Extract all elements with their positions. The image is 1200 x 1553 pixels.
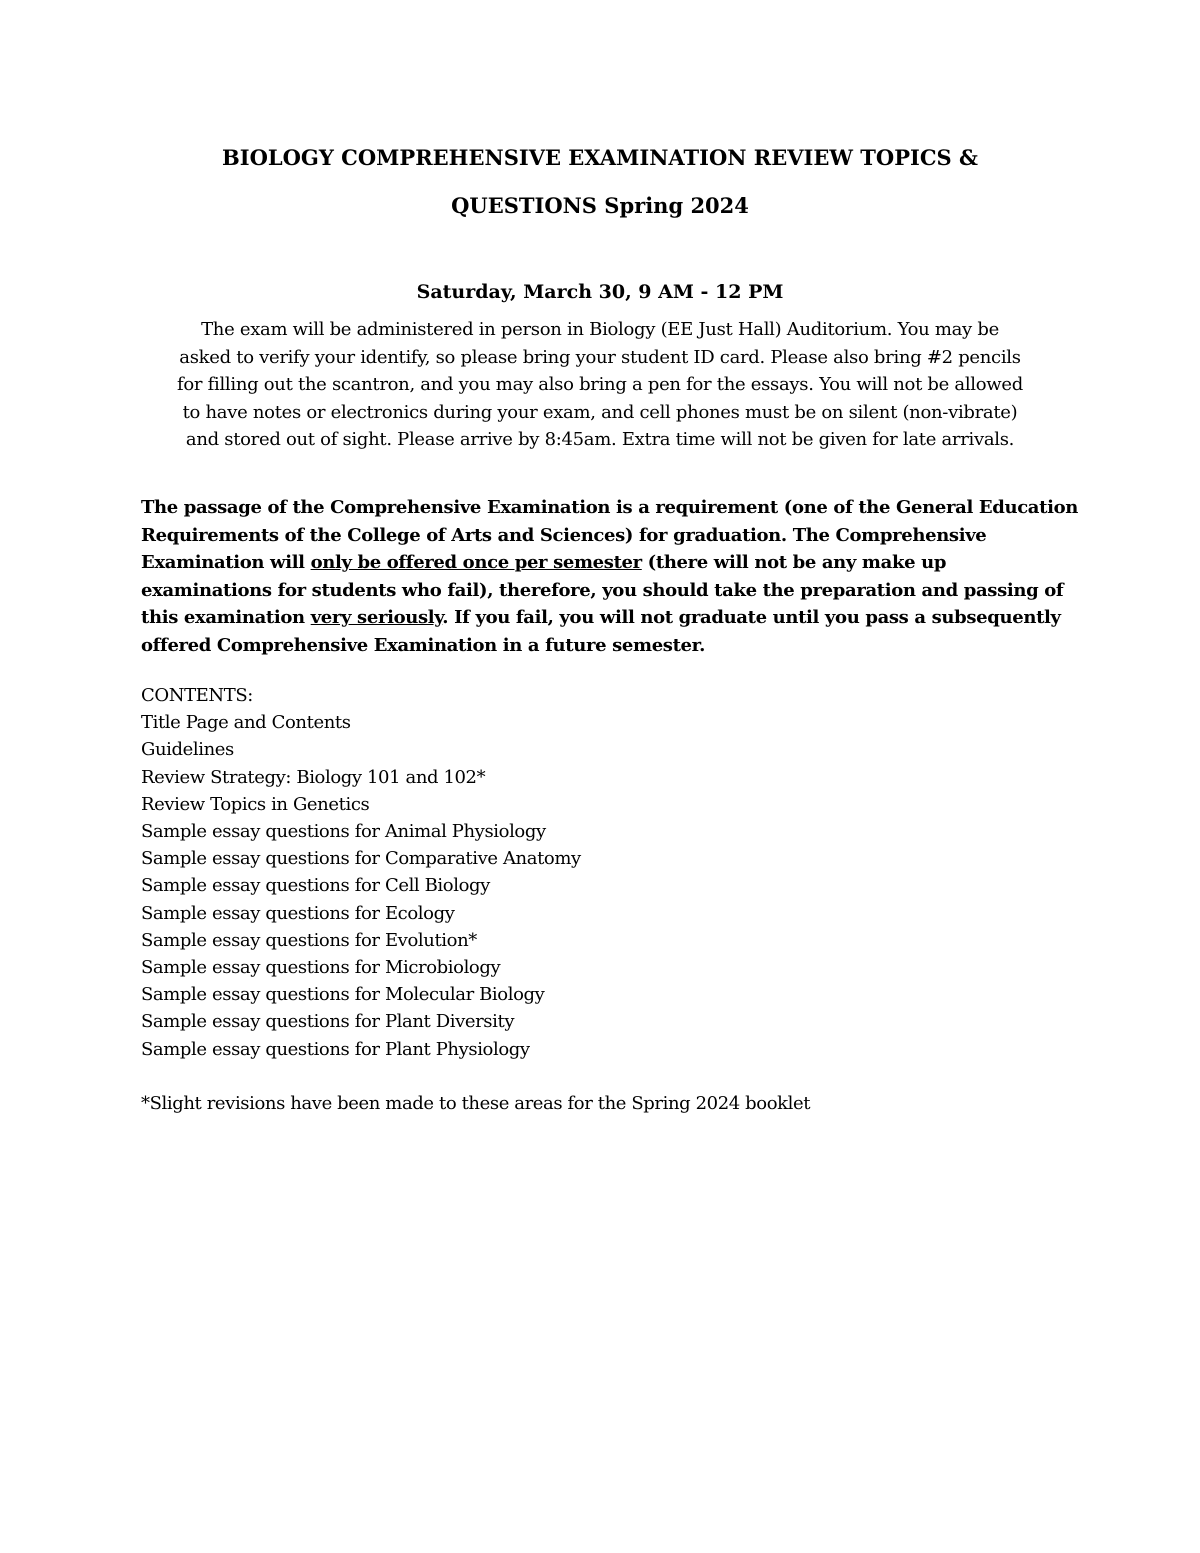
contents-list — [141, 709, 1041, 1063]
title-line-1: BIOLOGY COMPREHENSIVE EXAMINATION REVIEW TOPICS & — [222, 145, 978, 170]
contents-item: Review Topics in Genetics — [141, 793, 370, 815]
instructions-line: asked to verify your identify, so please bring your student ID card. Please also bring #2 pencils — [179, 346, 1021, 368]
contents-item: Sample essay questions for Comparative Anatomy — [141, 848, 581, 870]
instructions-line: and stored out of sight. Please arrive by 8:45am. Extra time will not be given for late arrivals. — [185, 429, 1015, 450]
contents-item: Sample essay questions for Molecular Biology — [141, 984, 545, 1006]
contents-item: Sample essay questions for Plant Physiology — [141, 1038, 530, 1060]
document-title — [100, 134, 1100, 230]
instructions-line: to have notes or electronics during your exam, and cell phones must be on silent (non-vibrate) — [182, 401, 1018, 423]
requirement-underlined-very-seriously: very seriously — [310, 607, 443, 628]
exam-date: Saturday, March 30, 9 AM - 12 PM — [416, 281, 784, 303]
contents-item: Sample essay questions for Plant Diversity — [141, 1011, 515, 1033]
instructions-line: The exam will be administered in person in Biology (EE Just Hall) Auditorium. You may be — [201, 319, 999, 340]
title-line-2: QUESTIONS Spring 2024 — [451, 193, 749, 218]
contents-item: Sample essay questions for Microbiology — [141, 957, 501, 979]
contents-item: Sample essay questions for Cell Biology — [141, 875, 490, 897]
contents-item: Sample essay questions for Evolution* — [141, 929, 477, 951]
requirement-text: The passage of the Comprehensive Examination is a requirement (one of the General Education Requirements of the College of Arts and Sciences) for graduation. The Comprehensive Examination will — [141, 497, 1078, 573]
requirement-underlined-once-per-semester: only be offered once per semester — [310, 552, 642, 573]
exam-instructions — [140, 316, 1060, 454]
requirement-text: (there will not be any make up examinations for students who fail), therefore, you should take the preparation and passing of this examination — [141, 552, 1064, 628]
contents-item: Guidelines — [141, 739, 234, 761]
contents-item: Sample essay questions for Ecology — [141, 902, 455, 924]
requirement-paragraph — [141, 494, 1081, 659]
instructions-line: for filling out the scantron, and you may also bring a pen for the essays. You will not be allowed — [177, 374, 1023, 395]
contents-section — [141, 682, 1041, 1063]
contents-heading: CONTENTS: — [141, 685, 253, 706]
requirement-text: . If you fail, you will not graduate until you pass a subsequently offered Comprehensive Examination in a future semester. — [141, 607, 1061, 656]
contents-item: Title Page and Contents — [141, 712, 351, 734]
contents-item: Sample essay questions for Animal Physiology — [141, 821, 546, 843]
revision-note: *Slight revisions have been made to these areas for the Spring 2024 booklet — [141, 1093, 811, 1114]
contents-item: Review Strategy: Biology 101 and 102* — [141, 766, 486, 788]
